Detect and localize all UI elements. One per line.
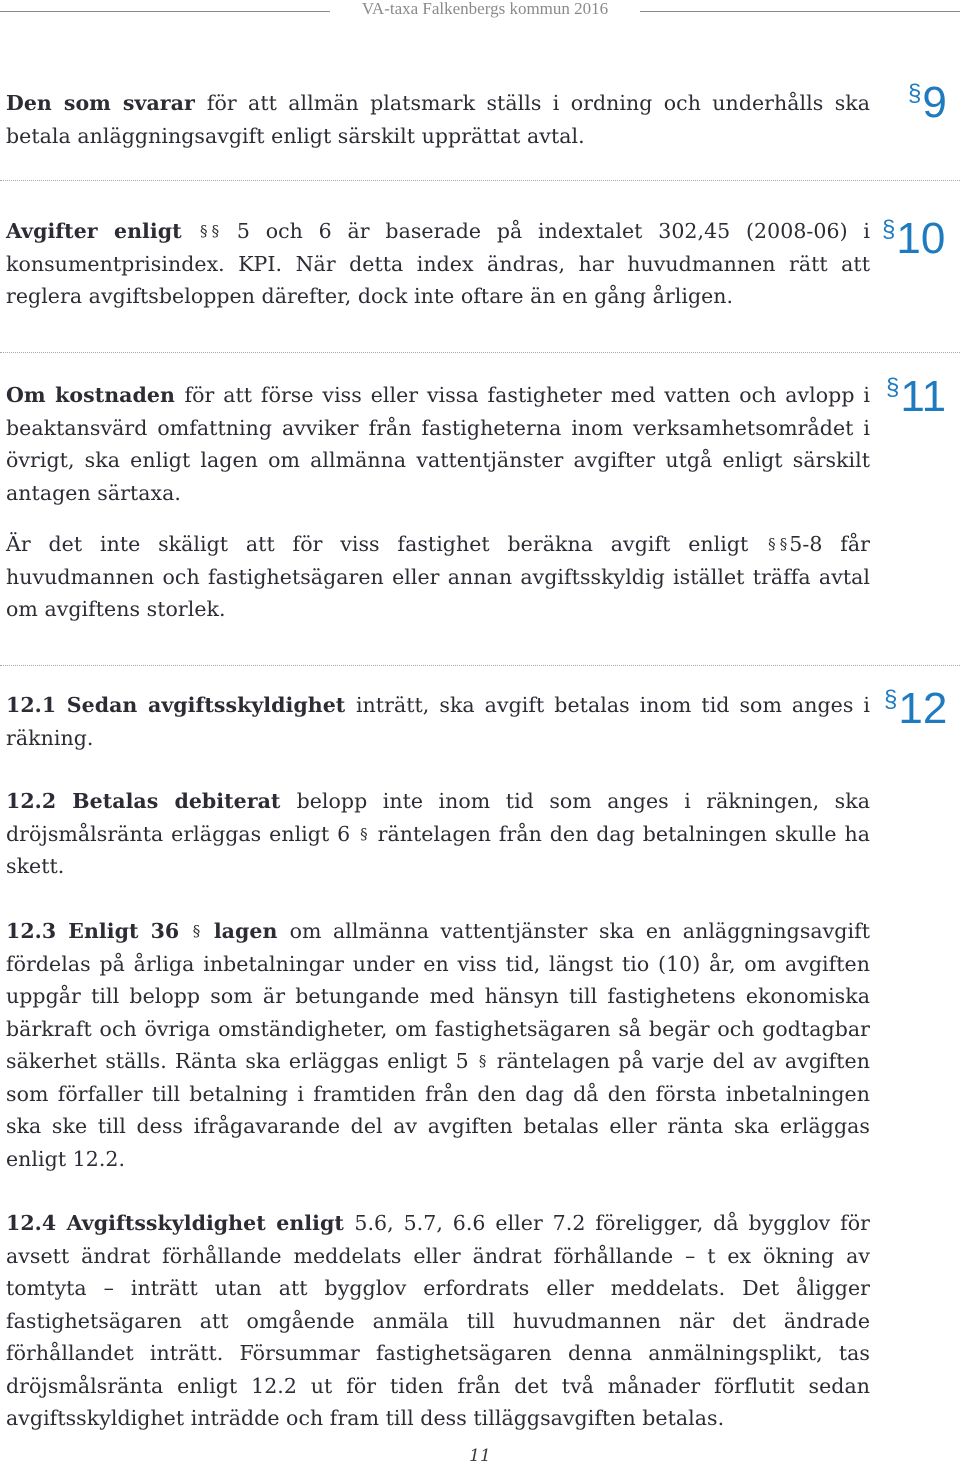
section-number: 10 [896, 214, 946, 263]
paragraph-text: för att förse viss eller vissa fastigheter med vatten och avlopp i beaktansvärd omfattning avviker från fastigheterna inom verksamhetsområdet i övrigt, ska enligt lagen om allmänna vattentjänster avgifter utgå enligt särskilt antagen särtaxa. [6, 383, 870, 505]
paragraph-number: 12.2 [6, 789, 57, 813]
section-divider [0, 352, 960, 353]
paragraph [6, 785, 870, 883]
paragraph-text: räntelagen från den dag betalningen skulle ha skett. [6, 821, 871, 878]
section-symbol: § [211, 222, 220, 240]
paragraph-text: för att allmän platsmark ställs i ordning och underhålls ska betala anläggningsavgift enligt särskilt upprättat avtal. [6, 91, 871, 148]
section-number: 12 [898, 684, 948, 733]
section-number: 9 [922, 78, 947, 127]
paragraph-number: 12.1 [6, 693, 57, 717]
paragraph-12-2 [6, 785, 870, 883]
paragraph [6, 915, 870, 1175]
paragraph-text: om allmänna vattentjänster ska en anläggningsavgift fördelas på årliga inbetalningar under en viss tid, längst tio (10) år, om avgiften uppgår till belopp som är betungande med hänsyn till fastighetens ekonomiska bärkraft och övriga omständigheter, om fastighetsägaren så begär och godtagbar säkerhet ställs. Ränta ska erläggas enligt 5 [6, 919, 871, 1073]
paragraph-lead: lagen [213, 919, 278, 943]
section-11-badge [886, 372, 946, 422]
header-rule-left [0, 11, 330, 12]
section-symbol: § [192, 922, 201, 940]
section-mark: § [882, 216, 896, 243]
paragraph-text: 5-8 får huvudmannen och fastighetsägaren eller annan avgiftsskyldig istället träffa avtal om avgiftens storlek. [6, 532, 870, 621]
paragraph-text: Är det inte skäligt att för viss fastighet beräkna avgift enligt [6, 532, 749, 556]
page-number: 11 [469, 1446, 491, 1466]
paragraph [6, 87, 870, 152]
paragraph-text: 5 och 6 är baserade på indextalet 302,45 (2008-06) i konsumentprisindex. KPI. När detta index ändras, har huvudmannen rätt att reglera avgiftsbeloppen därefter, dock inte oftare än en gång årligen. [6, 219, 870, 308]
paragraph-12-4 [6, 1207, 870, 1435]
paragraph-number: 12.3 [6, 919, 57, 943]
section-symbol: § [200, 222, 208, 240]
section-9-badge [908, 78, 947, 128]
paragraph-lead: Enligt 36 [68, 919, 180, 943]
paragraph [6, 1207, 870, 1435]
section-mark: § [886, 374, 900, 401]
section-mark: § [908, 80, 922, 107]
paragraph [6, 689, 870, 754]
section-symbol: § [360, 824, 368, 843]
section-11-paragraph-2 [6, 528, 870, 626]
section-symbol: § [779, 535, 788, 553]
section-9 [6, 87, 870, 152]
paragraph-text: inträtt, ska avgift betalas inom tid som anges i räkning. [6, 693, 870, 750]
paragraph-12-3 [6, 915, 870, 1175]
paragraph-lead: Den som svarar [6, 91, 195, 115]
paragraph [6, 379, 870, 509]
section-10-badge [882, 214, 945, 264]
section-divider [0, 180, 960, 181]
section-11 [6, 379, 870, 509]
document-title: VA-taxa Falkenbergs kommun 2016 [361, 0, 609, 18]
paragraph-lead: Om kostnaden [6, 383, 175, 407]
paragraph-lead: Sedan avgiftsskyldighet [66, 693, 346, 717]
section-number: 11 [900, 372, 947, 421]
section-12-badge [884, 684, 947, 734]
paragraph-lead: Avgifter enligt [6, 219, 182, 243]
section-symbol: § [478, 1052, 487, 1070]
paragraph [6, 215, 870, 313]
paragraph-lead: Avgiftsskyldighet enligt [66, 1211, 344, 1235]
section-divider [0, 665, 960, 666]
section-symbol: § [768, 535, 776, 553]
section-mark: § [884, 686, 898, 713]
page-header [0, 0, 960, 30]
paragraph-number: 12.4 [6, 1211, 57, 1235]
section-10 [6, 215, 870, 313]
paragraph-12-1 [6, 689, 870, 754]
paragraph-text: belopp inte inom tid som anges i räkningen, ska dröjsmålsränta erläggas enligt 6 [6, 789, 870, 846]
paragraph-text: räntelagen på varje del av avgiften som förfaller till betalning i framtiden från den dag då den första inbetalningen ska ske till dess ifrågavarande del av avgiften betalas eller ränta ska erläggas enligt 12.2. [6, 1049, 870, 1171]
paragraph [6, 528, 870, 626]
paragraph-lead: Betalas debiterat [72, 789, 281, 813]
paragraph-text: 5.6, 5.7, 6.6 eller 7.2 föreligger, då bygglov för avsett ändrat förhållande meddelats eller ändrat förhållande – t ex ökning av tomtyta – inträtt utan att bygglov erfordrats eller meddelats. Det åligger fastighetsägaren att omgående anmäla till huvudmannen när det ändrade förhållandet inträtt. Försummar fastighetsägaren denna anmälningsplikt, tas dröjsmålsränta enligt 12.2 ut för tiden från det två månader förflutit sedan avgiftsskyldighet inträdde och fram till dess tilläggsavgiften betalas. [6, 1211, 871, 1430]
header-rule-right [640, 11, 960, 12]
